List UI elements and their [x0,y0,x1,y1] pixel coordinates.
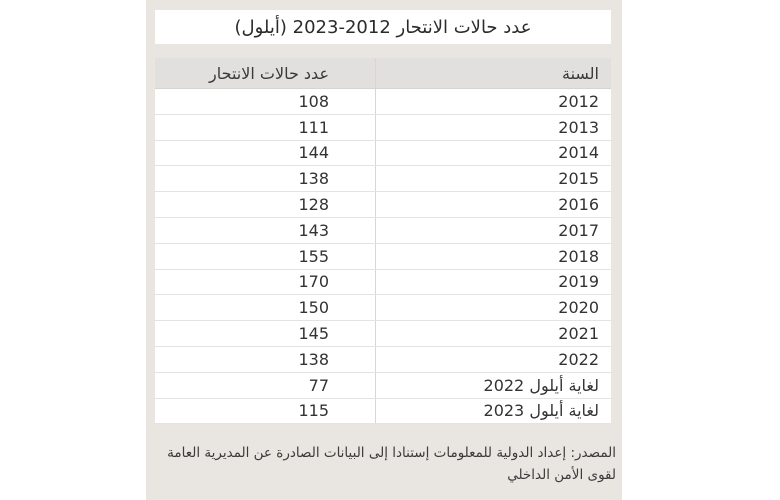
count-cell: 138 [298,169,329,189]
count-cell: 145 [298,324,329,344]
year-cell: لغاية أيلول 2022 [375,373,611,398]
year-cell: 2017 [375,218,611,243]
year-cell: 2013 [375,115,611,140]
year-cell: 2018 [375,244,611,269]
table-row [155,295,611,321]
header-year: السنة [375,58,611,88]
table-title: عدد حالات الانتحار 2012-2023 (أيلول) [155,10,611,44]
table-row [155,89,611,115]
count-cell: 143 [298,220,329,240]
count-cell: 150 [298,298,329,318]
table-row [155,141,611,167]
year-cell: 2016 [375,192,611,217]
table-row [155,115,611,141]
count-cell: 155 [298,246,329,266]
data-table [155,58,611,424]
table-row [155,218,611,244]
year-cell: 2020 [375,295,611,320]
table-header-row [155,58,611,89]
header-count: عدد حالات الانتحار [209,63,329,83]
count-cell: 77 [308,375,329,395]
count-cell: 170 [298,272,329,292]
table-row [155,192,611,218]
table-card [146,0,622,500]
table-row [155,321,611,347]
year-cell: 2019 [375,270,611,295]
count-cell: 128 [298,195,329,215]
count-cell: 108 [298,91,329,111]
table-row [155,244,611,270]
table-row [155,166,611,192]
year-cell: 2021 [375,321,611,346]
count-cell: 144 [298,143,329,163]
year-cell: 2012 [375,89,611,114]
year-cell: 2014 [375,141,611,166]
year-cell: 2022 [375,347,611,372]
table-row [155,373,611,399]
count-cell: 115 [298,401,329,421]
table-row [155,270,611,296]
count-cell: 111 [298,117,329,137]
count-cell: 138 [298,349,329,369]
year-cell: لغاية أيلول 2023 [375,399,611,424]
year-cell: 2015 [375,166,611,191]
table-row [155,399,611,425]
source-note: المصدر: إعداد الدولية للمعلومات إستنادا إلى البيانات الصادرة عن المديرية العامة لقوى الأمن الداخلي [167,445,616,483]
table-row [155,347,611,373]
